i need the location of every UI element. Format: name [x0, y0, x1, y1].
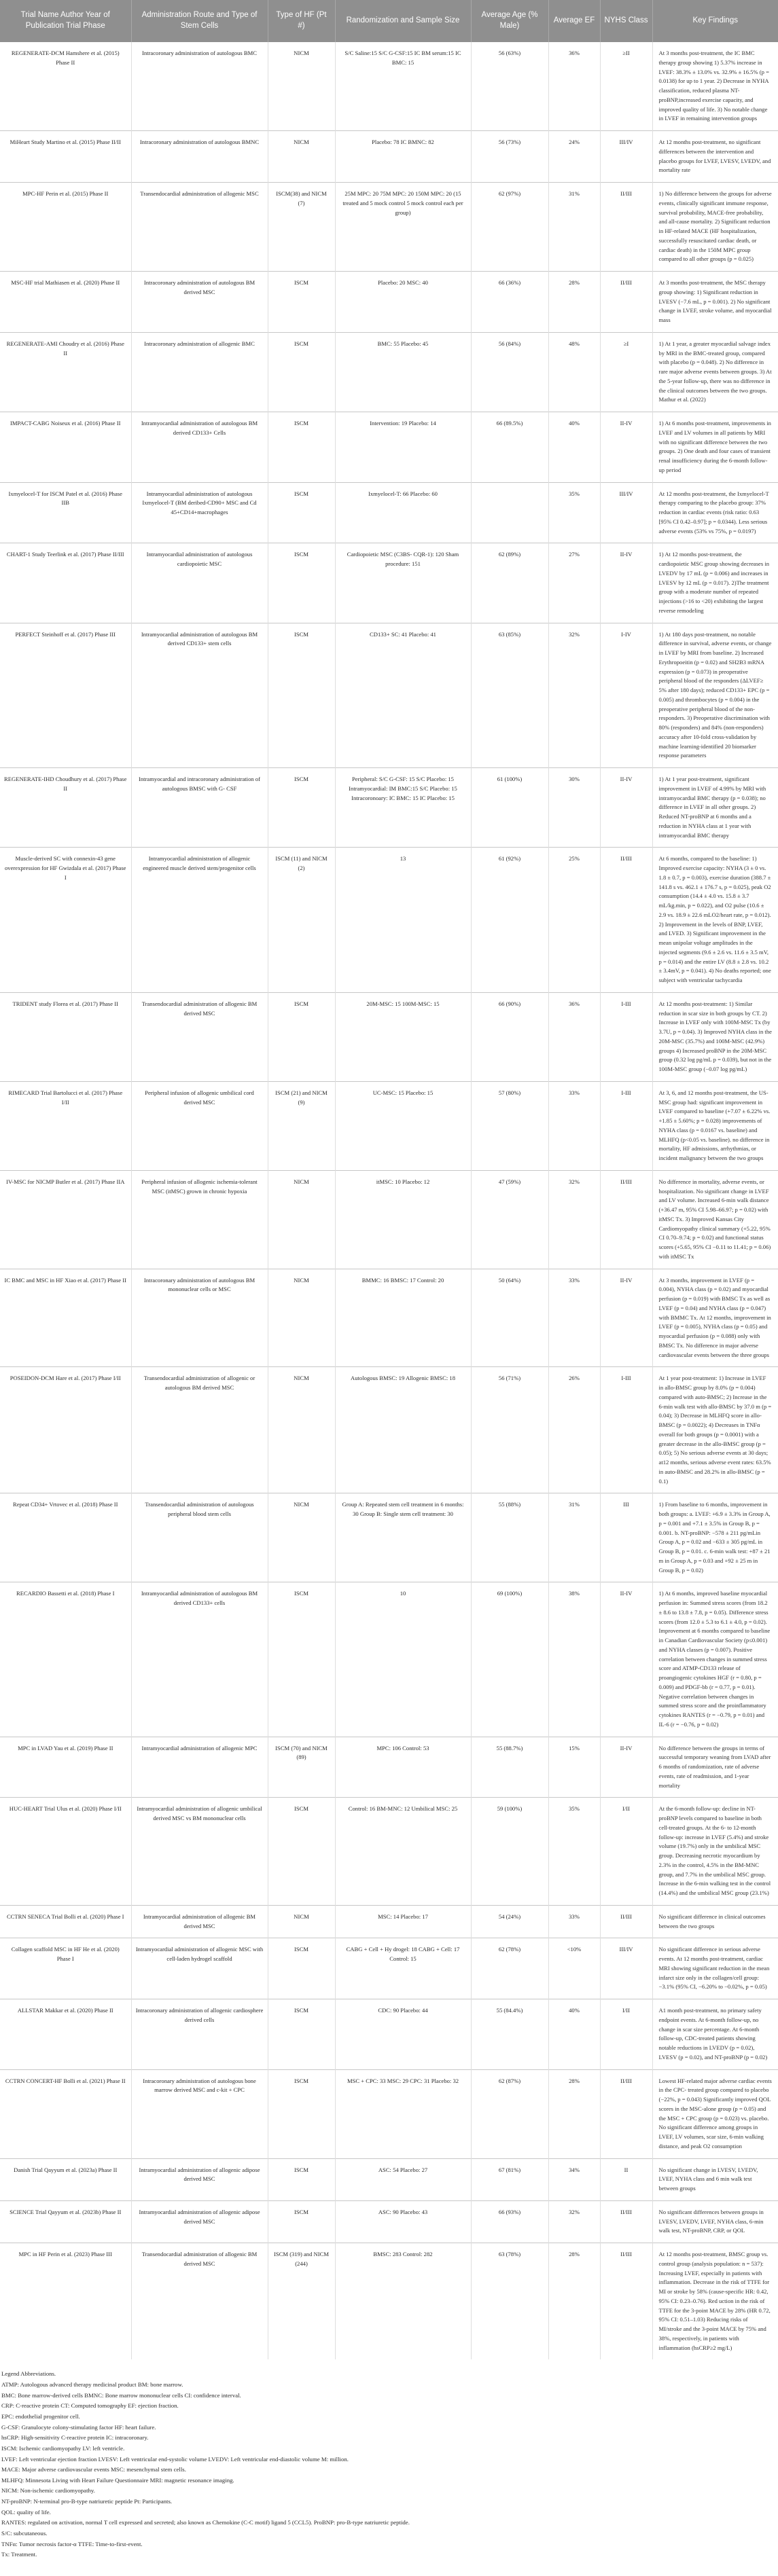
table-row [0, 1999, 778, 2070]
hf-type-cell: ISCM (319) and NICM (244) [268, 2243, 335, 2360]
key-findings-cell: At 1 year post-treatment: 1) Increase in LVEF in allo-BMSC group by 8.0% (p = 0.004) compared with auto-BMSC; 2) Increase in the 6-min walk test with allo-BMSC by 37.0 m (p = 0.04); 3) Decrease in MLHFQ score in allo-BMSC (p = 0.0022); 4) Decreases in TNFα overall for both groups (p = 0.0001) with a greater decrease in the allo-BMSC group (p = 0.05); 5) No serious adverse events at 30 days; at12 months, serious adverse event rates: 63.5% in auto-BMSC and 28.2% in allo-BMSC (p = 0.1) [652, 1367, 778, 1493]
nyha-class-cell: II-IV [600, 1582, 652, 1737]
administration-route-cell: Intramyocardial administration of autologous cardiopoietic MSC [131, 543, 268, 623]
key-findings-cell: At 6 months, compared to the baseline: 1) Improved exercise capacity: NYHA (3 ± 0 vs. 1.8 ± 0.7, p = 0.003), exercise duration (388.7 ± 141.8 s vs. 462.1 ± 176.7 s, p = 0.025), peak O2 consumption (14.4 ± 4.0 vs. 15.8 ± 3.7 mL/kg.min, p = 0.022), and O2 pulse (10.6 ± 2.9 vs. 18.9 ± 22.6 mLO2/heart rate, p = 0.012). 2) Improvement in the levels of BNP, LVEF, and LVED. 3) Significant improvement in the mean unipolar voltage amplitudes in the injected segments (9.6 ± 2.6 vs. 11.6 ± 3.5 mV, p = 0.014) and the entire LV (8.8 ± 2.8 vs. 10.2 ± 3.4mV, p = 0.041). 4) No deaths reported; one subject with ventricular tachycardia [652, 848, 778, 993]
average-ef-cell: 25% [548, 848, 600, 993]
key-findings-cell: 1) At 6 months, improved baseline myocardial perfusion in: Summed stress scores (from 18.2 ± 8.6 to 13.8 ± 7.8, p = 0.05). Difference stress scores (from 12.0 ± 5.3 to 6.1 ± 4.0, p = 0.02). Improvement at 6 months compared to baseline in Canadian Cardiovascular Society (p≤0.001) and NYHA classes (p = 0.007). Positive correlation between changes in summed stress score and ATMP-CD133 release of proangiogenic cytokines HGF (r = 0.80, p = 0.009) and PDGF-bb (r = 0.77, p = 0.01). Negative correlation between changes in summed stress score and the proinflammatory cytokines RANTES (r = −0.79, p = 0.01) and IL-6 (r = −0.76, p = 0.02) [652, 1582, 778, 1737]
hf-type-cell: ISCM [268, 1999, 335, 2070]
average-ef-cell: 24% [548, 131, 600, 183]
randomization-cell: BMMC: 16 BMSC: 17 Control: 20 [335, 1269, 471, 1367]
randomization-cell: CABG + Cell + Hy drogel: 18 CABG + Cell: 17 Control: 15 [335, 1938, 471, 1999]
administration-route-cell: Transendocardial administration of allogenic or autologous BM derived MSC [131, 1367, 268, 1493]
hf-type-cell: ISCM [268, 412, 335, 483]
legend-line: NT-proBNP: N-terminal pro-B-type natriuretic peptide Pt: Participants. [1, 2498, 173, 2505]
trial-name-cell: RECARDIO Bassetti et al. (2018) Phase I [0, 1582, 131, 1737]
randomization-cell: UC-MSC: 15 Placebo: 15 [335, 1081, 471, 1170]
randomization-cell: CD133+ SC: 41 Placebo: 41 [335, 623, 471, 768]
average-ef-cell: 32% [548, 2200, 600, 2243]
column-header-trial: Trial Name Author Year of Publication Trial Phase [0, 0, 131, 42]
legend-line: EPC: endothelial progenitor cell. [1, 2412, 80, 2420]
column-header-route: Administration Route and Type of Stem Cells [131, 0, 268, 42]
average-age-cell: 61 (92%) [471, 848, 548, 993]
average-ef-cell: 31% [548, 183, 600, 272]
hf-type-cell: ISCM [268, 1938, 335, 1999]
average-age-cell: 62 (87%) [471, 2069, 548, 2158]
legend-line: ATMP: Autologous advanced therapy medicinal product BM: bone marrow. [1, 2380, 183, 2388]
table-row [0, 1798, 778, 1906]
hf-type-cell: NICM [268, 1269, 335, 1367]
hf-type-cell: NICM [268, 1367, 335, 1493]
column-header-age: Average Age (% Male) [471, 0, 548, 42]
randomization-cell: 25M MPC: 20 75M MPC: 20 150M MPC: 20 (15 treated and 5 mock control 5 mock control each per group) [335, 183, 471, 272]
key-findings-cell: Lowest HF-related major adverse cardiac events in the CPC- treated group compared to placebo (−22%, p = 0.043) Significantly improved QOL scores in the MSC-alone group (p = 0.05) and the MSC + CPC group (p = 0.023) vs. placebo. No significant difference among groups in LVEF, LV volumes, scar size, 6-min walking distance, and peak O2 consumption [652, 2069, 778, 2158]
nyha-class-cell: II/III [600, 183, 652, 272]
average-ef-cell: 33% [548, 1081, 600, 1170]
administration-route-cell: Intracoronary administration of autologous bone marrow derived MSC and c-kit + CPC [131, 2069, 268, 2158]
average-ef-cell: 15% [548, 1737, 600, 1798]
table-row [0, 1081, 778, 1170]
nyha-class-cell: II/III [600, 848, 652, 993]
table-row [0, 2069, 778, 2158]
administration-route-cell: Transendocardial administration of allogenic BM derived MSC [131, 2243, 268, 2360]
average-age-cell: 62 (78%) [471, 1938, 548, 1999]
administration-route-cell: Intramyocardial administration of allogenic adipose derived MSC [131, 2158, 268, 2200]
legend-line: BMC: Bone marrow-derived cells BMNC: Bone marrow mononuclear cells CI: confidence interval. [1, 2391, 241, 2399]
randomization-cell: CDC: 90 Placebo: 44 [335, 1999, 471, 2070]
average-age-cell: 66 (90%) [471, 992, 548, 1081]
legend-title: Legend Abbreviations. [1, 2370, 56, 2378]
hf-type-cell: ISCM (70) and NICM (89) [268, 1737, 335, 1798]
randomization-cell: Group A: Repeated stem cell treatment in 6 months: 30 Group B: Single stem cell treatment: 30 [335, 1493, 471, 1582]
table-row [0, 1938, 778, 1999]
randomization-cell: Control: 16 BM-MNC: 12 Umbilical MSC: 25 [335, 1798, 471, 1906]
table-row [0, 2243, 778, 2360]
nyha-class-cell: II/III [600, 2243, 652, 2360]
hf-type-cell: ISCM [268, 2158, 335, 2200]
nyha-class-cell: II/III [600, 272, 652, 333]
key-findings-cell: 1) At 1 year, a greater myocardial salvage index by MRI in the BMC-treated group, compared with placebo (p = 0.048). 2) No difference in rare major adverse events between groups. 3) At the 5-year follow-up, there was no difference in the clinical outcomes between the two groups. Mathur et al. (2022) [652, 332, 778, 412]
average-ef-cell: 48% [548, 332, 600, 412]
nyha-class-cell: II/III [600, 1170, 652, 1269]
legend-line: hsCRP: High-sensitivity C-reactive protein IC: intracoronary. [1, 2434, 149, 2442]
hf-type-cell: ISCM [268, 482, 335, 543]
trial-name-cell: POSEIDON-DCM Hare et al. (2017) Phase I/II [0, 1367, 131, 1493]
trial-name-cell: REGENERATE-DCM Hamshere et al. (2015) Phase II [0, 42, 131, 131]
key-findings-cell: At 3 months post-treatment, the MSC therapy group showing: 1) Significant reduction in LVESV (−7.6 mL, p = 0.001). 2) No significant change in LVEF, stroke volume, and myocardial mass [652, 272, 778, 333]
nyha-class-cell: I/II [600, 1999, 652, 2070]
table-header [0, 0, 778, 42]
administration-route-cell: Intracoronary administration of allogenic cardiosphere derived cells [131, 1999, 268, 2070]
randomization-cell: BMSC: 283 Control: 282 [335, 2243, 471, 2360]
average-age-cell: 55 (88.7%) [471, 1737, 548, 1798]
trial-name-cell: MPC-HF Perin et al. (2015) Phase II [0, 183, 131, 272]
trial-name-cell: MSC-HF trial Mathiasen et al. (2020) Phase II [0, 272, 131, 333]
trial-name-cell: IV-MSC for NICMP Butler et al. (2017) Phase IIA [0, 1170, 131, 1269]
trial-name-cell: PERFECT Steinhoff et al. (2017) Phase III [0, 623, 131, 768]
hf-type-cell: ISCM (11) and NICM (2) [268, 848, 335, 993]
legend-lines [1, 2380, 777, 2560]
randomization-cell: Placebo: 78 IC BMNC: 82 [335, 131, 471, 183]
column-header-findings: Key Findings [652, 0, 778, 42]
average-age-cell: 59 (100%) [471, 1798, 548, 1906]
table-row [0, 1582, 778, 1737]
hf-type-cell: ISCM [268, 2200, 335, 2243]
table-row [0, 131, 778, 183]
column-header-nyha: NYHS Class [600, 0, 652, 42]
key-findings-cell: No difference in mortality, adverse events, or hospitalization. No significant change in LVEF and LV volume. Increased 6-min walk distance (+36.47 m, 95% CI 5.98–66.97; p = 0.02) with itMSC Tx. 3) Improved Kansas City Cardiomyopathy clinical summary (+5.22, 95% CI 0.70–9.74; p = 0.02) and functional status scores (+5.65, 95% CI −0.11 to 11.41; p = 0.06) with itMSC Tx [652, 1170, 778, 1269]
average-ef-cell: 35% [548, 482, 600, 543]
average-age-cell: 56 (63%) [471, 42, 548, 131]
key-findings-cell: A1 month post-treatment, no primary safety endpoint events. At 6-month follow-up, no change in scar size percentage. At 6-month follow-up, CDC-treated patients showing notable reductions in LVEDV (p = 0.02), LVESV (p = 0.02), and NT-proBNP (p = 0.02) [652, 1999, 778, 2070]
average-age-cell: 57 (80%) [471, 1081, 548, 1170]
table-row [0, 272, 778, 333]
table-row [0, 482, 778, 543]
trial-name-cell: Muscle-derived SC with connexin-43 gene overexpression for HF Gwizdala et al. (2017) Phase I [0, 848, 131, 993]
average-age-cell: 69 (100%) [471, 1582, 548, 1737]
average-ef-cell: 32% [548, 623, 600, 768]
key-findings-cell: No significant difference in clinical outcomes between the two groups [652, 1905, 778, 1938]
table-row [0, 332, 778, 412]
table-row [0, 848, 778, 993]
average-ef-cell: 40% [548, 1999, 600, 2070]
administration-route-cell: Intracoronary administration of autologous BMC [131, 42, 268, 131]
legend-line: Tx: Treatment. [1, 2551, 37, 2558]
average-ef-cell: 28% [548, 272, 600, 333]
trial-name-cell: REGENERATE-IHD Choudhury et al. (2017) Phase II [0, 768, 131, 848]
average-ef-cell: 28% [548, 2243, 600, 2360]
legend-line: TNFα: Tumor necrosis factor-α TTFE: Time-to-first-event. [1, 2540, 143, 2547]
administration-route-cell: Intracoronary administration of autologous BMNC [131, 131, 268, 183]
table-row [0, 412, 778, 483]
randomization-cell: 13 [335, 848, 471, 993]
administration-route-cell: Transendocardial administration of allogenic MSC [131, 183, 268, 272]
nyha-class-cell: ≥I [600, 332, 652, 412]
key-findings-cell: 1) At 6 months post-treatment, improvements in LVEF and LV volumes in all patients by MRI with no significant difference between the two groups. 2) One death and four cases of transient renal insufficiency during the 6-month follow-up period [652, 412, 778, 483]
nyha-class-cell: II-IV [600, 412, 652, 483]
average-age-cell: 67 (81%) [471, 2158, 548, 2200]
nyha-class-cell: II/III [600, 2069, 652, 2158]
nyha-class-cell: III/IV [600, 1938, 652, 1999]
average-age-cell: 50 (64%) [471, 1269, 548, 1367]
administration-route-cell: Peripheral infusion of allogenic umbilical cord derived MSC [131, 1081, 268, 1170]
average-age-cell: 63 (78%) [471, 2243, 548, 2360]
hf-type-cell: NICM [268, 1905, 335, 1938]
trial-name-cell: MiHeart Study Martino et al. (2015) Phase II/II [0, 131, 131, 183]
key-findings-cell: At 3 months post-treatment, the IC BMC therapy group showing 1) 5.37% increase in LVEF: 38.3% ± 13.0% vs. 32.9% ± 16.5% (p = 0.0138) for up to 1 year. 2) Decrease in NYHA classification, reduced plasma NT-proBNP,increased exercise capacity, and improved quality of life. 3) No notable change in LVEF in remaining intervention groups [658, 50, 769, 122]
average-age-cell: 55 (84.4%) [471, 1999, 548, 2070]
nyha-class-cell: I-III [600, 992, 652, 1081]
administration-route-cell: Intramyocardial administration of autologous BM derived CD133+ stem cells [131, 623, 268, 768]
key-findings-cell: At 3, 6, and 12 months post-treatment, the US-MSC group had: significant improvement in LVEF compared to baseline (+7.07 ± 6.22% vs. +1.85 ± 5.60%; p = 0.028) improvements of NYHA class (p = 0.0167 vs. baseline) and MLHFQ (p<0.05 vs. baseline). no difference in mortality, HF admissions, arrhythmias, or incident malignancy between the two groups [652, 1081, 778, 1170]
administration-route-cell: Peripheral infusion of allogenic ischemia-tolerant MSC (itMSC) grown in chronic hypoxia [131, 1170, 268, 1269]
average-ef-cell: 32% [548, 1170, 600, 1269]
legend-abbreviations [0, 2359, 778, 2567]
nyha-class-cell: I-III [600, 1367, 652, 1493]
average-ef-cell: <10% [548, 1938, 600, 1999]
key-findings-cell: No significant difference in serious adverse events. At 12 months post-treatment, cardiac MRI showing significant reduction in the mean infarct size only in the collagen/cell group: −3.1% (95% CI, −6.20% to −0.02%, p = 0.05) [652, 1938, 778, 1999]
average-ef-cell: 30% [548, 768, 600, 848]
average-ef-cell: 26% [548, 1367, 600, 1493]
key-findings-cell: 1) At 1 year post-treatment, significant improvement in LVEF of 4.99% by MRI with intramyocardial BMC therapy (p = 0.038); no difference in LVEF in all other groups. 2) Reduced NT-proBNP at 6 months and a reduction in NYHA class at 1 year with intramyocardial BMC therapy [652, 768, 778, 848]
table-row [0, 768, 778, 848]
randomization-cell: ASC: 90 Placebo: 43 [335, 2200, 471, 2243]
hf-type-cell: ISCM [268, 992, 335, 1081]
table-row [0, 1737, 778, 1798]
average-ef-cell: 33% [548, 1269, 600, 1367]
administration-route-cell: Transendocardial administration of allogenic BM derived MSC [131, 992, 268, 1081]
key-findings-cell: No significant differences between groups in LVESV, LVEDV, LVEF, NYHA class, 6-min walk test, NT-proBNP, CRP, or QOL [652, 2200, 778, 2243]
key-findings-cell: At 12 months post-treatment, no significant differences between the intervention and placebo groups for LVEF, LVESV, LVEDV, and mortality rate [652, 131, 778, 183]
average-ef-cell: 38% [548, 1582, 600, 1737]
key-findings-cell: 1) At 12 months post-treatment, the cardiopoietic MSC group showing decreases in LVEDV by 17 mL (p = 0.006) and increases in LVESV by 12 mL (p = 0.017). 2)The treatment group with a moderate number of repeated injections (>16 to <20) exhibiting the largest reverse remodeling [652, 543, 778, 623]
nyha-class-cell: II [600, 2158, 652, 2200]
hf-type-cell: ISCM(38) and NICM (7) [268, 183, 335, 272]
table-row [0, 1905, 778, 1938]
table-row [0, 1170, 778, 1269]
randomization-cell: S/C Saline:15 S/C G-CSF:15 IC BM serum:15 IC BMC: 15 [335, 42, 471, 131]
nyha-class-cell: II-IV [600, 543, 652, 623]
trial-name-cell: IMPACT-CABG Noiseux et al. (2016) Phase II [0, 412, 131, 483]
nyha-class-cell: II/III [600, 1905, 652, 1938]
nyha-class-cell: ≥II [600, 42, 652, 131]
legend-line: S/C: subcutaneous. [1, 2530, 48, 2537]
hf-type-cell: ISCM (21) and NICM (9) [268, 1081, 335, 1170]
randomization-cell: 20M-MSC: 15 100M-MSC: 15 [335, 992, 471, 1081]
administration-route-cell: Intramyocardial administration of allogenic MSC with cell-laden hydrogel scaffold [131, 1938, 268, 1999]
randomization-cell: BMC: 55 Placebo: 45 [335, 332, 471, 412]
nyha-class-cell: III/IV [600, 482, 652, 543]
average-age-cell: 66 (36%) [471, 272, 548, 333]
average-age-cell: 62 (97%) [471, 183, 548, 272]
hf-type-cell: ISCM [268, 543, 335, 623]
average-ef-cell: 36% [548, 42, 600, 131]
randomization-cell: 10 [335, 1582, 471, 1737]
hf-type-cell: NICM [268, 131, 335, 183]
nyha-class-cell: III [600, 1493, 652, 1582]
legend-line: RANTES: regulated on activation, normal T cell expressed and secreted; also known as Chemokine (C-C motif) ligand 5 (CCL5). ProBNP: pro-B-type natriuretic peptide. [1, 2519, 410, 2526]
key-findings-cell: At 12 months post-treatment: 1) Similar reduction in scar size in both groups by CT. 2) Increase in LVEF only with 100M-MSC Tx (by 3.7U, p = 0.04). 3) Improved NYHA class in the 20M-MSC (35.7%) and 100M-MSC (42.9%) groups 4) Increased proBNP in the 20M-MSC group (0.32 log pg/mL p = 0.039), but not in the 100M-MSC group (−0.07 log pg/mL) [652, 992, 778, 1081]
average-ef-cell: 40% [548, 412, 600, 483]
key-findings-cell: No difference between the groups in terms of successful temporary weaning from LVAD after 6 months of randomization, rate of adverse events, rate of readmission, and 1-year mortality [652, 1737, 778, 1798]
administration-route-cell: Intramyocardial administration of allogenic adipose derived MSC [131, 2200, 268, 2243]
randomization-cell: MSC + CPC: 33 MSC: 29 CPC: 31 Placebo: 32 [335, 2069, 471, 2158]
nyha-class-cell: II/III [600, 2200, 652, 2243]
table-row [0, 2158, 778, 2200]
trial-name-cell: SCIENCE Trial Qayyum et al. (2023b) Phase II [0, 2200, 131, 2243]
legend-line: QOL: quality of life. [1, 2508, 51, 2516]
average-age-cell: 63 (85%) [471, 623, 548, 768]
trial-name-cell: Collagen scaffold MSC in HF He et al. (2020) Phase I [0, 1938, 131, 1999]
table-row [0, 1269, 778, 1367]
randomization-cell: ASC: 54 Placebo: 27 [335, 2158, 471, 2200]
average-ef-cell: 31% [548, 1493, 600, 1582]
legend-line: CRP: C-reactive protein CT: Computed tomography EF: ejection fraction. [1, 2402, 179, 2410]
trial-name-cell: RIMECARD Trial Bartolucci et al. (2017) Phase I/II [0, 1081, 131, 1170]
trial-name-cell: Repeat CD34+ Vrtovec et al. (2018) Phase II [0, 1493, 131, 1582]
average-age-cell: 66 (93%) [471, 2200, 548, 2243]
key-findings-cell: At 12 months post-treatment, BMSC group vs. control group (analysis population: n = 537): Increasing LVEF, especially in patients with inflammation. Decrease in the risk of TTFE for MI or stroke by 58% (cause-specific HR: 0.42, 95% CI: 0.23–0.76). Red uction in the risk of TTFE for the 3-point MACE by 28% (HR 0.72, 95% CI: 0.51–1.03) Reducing risks of MI/stroke and the 3-point MACE by 75% and 38%, respectively, in patients with inflammation (hsCRP≥2 mg/L) [652, 2243, 778, 2360]
trial-name-cell: MPC in LVAD Yau et al. (2019) Phase II [0, 1737, 131, 1798]
key-findings-cell: At 3 months, improvement in LVEF (p = 0.004), NYHA class (p = 0.02) and myocardial perfusion (p = 0.019) with BMSC Tx as well as LVEF (p = 0.04) and NYHA class (p = 0.047) with BMMC Tx. At 12 months, improvement in LVEF (p = 0.005), NYHA class (p = 0.05) and myocardial perfusion (p = 0.088) only with BMSC Tx. No difference in major adverse cardiovascular events between the three groups [652, 1269, 778, 1367]
trial-name-cell: MPC in HF Perin et al. (2023) Phase III [0, 2243, 131, 2360]
hf-type-cell: ISCM [268, 332, 335, 412]
hf-type-cell: ISCM [268, 623, 335, 768]
nyha-class-cell: II-IV [600, 768, 652, 848]
average-age-cell [471, 482, 548, 543]
administration-route-cell: Intracoronary administration of autologous BM mononuclear cells or MSC [131, 1269, 268, 1367]
trial-name-cell: TRIDENT study Florea et al. (2017) Phase II [0, 992, 131, 1081]
randomization-cell: MSC: 14 Placebo: 17 [335, 1905, 471, 1938]
average-age-cell: 54 (24%) [471, 1905, 548, 1938]
hf-type-cell: ISCM [268, 1582, 335, 1737]
trial-name-cell: Ixmyelocel-T for ISCM Patel et al. (2016) Phase IIB [0, 482, 131, 543]
average-age-cell: 56 (84%) [471, 332, 548, 412]
hf-type-cell: ISCM [268, 2069, 335, 2158]
legend-line: NICM: Non-ischemic cardiomyopathy. [1, 2487, 95, 2495]
nyha-class-cell: I/II [600, 1798, 652, 1906]
administration-route-cell: Intramyocardial administration of allogenic MPC [131, 1737, 268, 1798]
key-findings-cell: At 12 months post-treatment, the Ixmyelocel-T therapy comparing to the placebo group: 37% reduction in cardiac events (risk ratio: 0.63 [95% CI 0.42–0.97]; p = 0.0344). Less serious adverse events (53% vs 75%, p = 0.0197) [652, 482, 778, 543]
table-row [0, 1367, 778, 1493]
administration-route-cell: Intramyocardial administration of allogenic umbilical derived MSC vs BM mononuclear cells [131, 1798, 268, 1906]
administration-route-cell: Intramyocardial administration of autologous BM derived CD133+ Cells [131, 412, 268, 483]
key-findings-cell: No significant change in LVESV, LVEDV, LVEF, NYHA class and 6 min walk test between groups [652, 2158, 778, 2200]
trial-name-cell: Danish Trial Qayyum et al. (2023a) Phase II [0, 2158, 131, 2200]
nyha-class-cell: I-IV [600, 623, 652, 768]
administration-route-cell: Intramyocardial administration of autologous Ixmyelocel-T (BM deribed-CD90+ MSC and Cd 45+CD14+macrophages [131, 482, 268, 543]
administration-route-cell: Intracoronary administration of allogenic BMC [131, 332, 268, 412]
average-age-cell: 56 (71%) [471, 1367, 548, 1493]
administration-route-cell: Transendocardial administration of autologous peripheral blood stem cells [131, 1493, 268, 1582]
trial-name-cell: CCTRN CONCERT-HF Bolli et al. (2021) Phase II [0, 2069, 131, 2158]
average-age-cell: 55 (88%) [471, 1493, 548, 1582]
legend-line: MLHFQ: Minnesota Living with Heart Failure Questionnaire MRI: magnetic resonance imaging. [1, 2476, 234, 2484]
average-ef-cell: 36% [548, 992, 600, 1081]
trial-name-cell: IC BMC and MSC in HF Xiao et al. (2017) Phase II [0, 1269, 131, 1367]
randomization-cell: Peripheral: S/C G-CSF: 15 S/C Placebo: 15 Intramyocardial: IM BMC:15 S/C Placebo: 15 Intracoronoary: IC BMC: 15 IC Placebo: 15 [335, 768, 471, 848]
legend-line: MACE: Major adverse cardiovascular events MSC: mesenchymal stem cells. [1, 2466, 186, 2473]
administration-route-cell: Intracoronary administration of autologous BM derived MSC [131, 272, 268, 333]
trial-name-cell: REGENERATE-AMI Choudry et al. (2016) Phase II [0, 332, 131, 412]
column-header-hf-type: Type of HF (Pt #) [268, 0, 335, 42]
hf-type-cell: NICM [268, 1493, 335, 1582]
trial-name-cell: HUC-HEART Trial Ulus et al. (2020) Phase I/II [0, 1798, 131, 1906]
nyha-class-cell: II-IV [600, 1737, 652, 1798]
randomization-cell: MPC: 106 Control: 53 [335, 1737, 471, 1798]
randomization-cell: Intervention: 19 Placebo: 14 [335, 412, 471, 483]
table-body [0, 42, 778, 2359]
randomization-cell: Autologous BMSC: 19 Allogenic BMSC: 18 [335, 1367, 471, 1493]
trial-name-cell: CHART-1 Study Teerlink et al. (2017) Phase II/III [0, 543, 131, 623]
hf-type-cell: NICM [268, 42, 335, 131]
average-age-cell: 61 (100%) [471, 768, 548, 848]
randomization-cell: Placebo: 20 MSC: 40 [335, 272, 471, 333]
nyha-class-cell: II-IV [600, 1269, 652, 1367]
table-row [0, 623, 778, 768]
key-findings-cell: 1) At 180 days post-treatment, no notable difference in survival, adverse events, or change in LVEF by MRI from baseline. 2) Increased Erythropoeitin (p = 0.02) and SH2B3 mRNA expression (p = 0.073) in preoperative peripheral blood of the responders (ΔLVEF≥ 5% after 180 days); reduced CD133+ EPC (p = 0.005) and thrombocytes (p = 0.004) in the preoperative peripheral blood of the non-responders. 3) Preoperative discrimination with 80% (responders) and 84% (non-responders) accuracy after 10-fold cross-validation by machine learning-identified 20 biomarker response parameters [652, 623, 778, 768]
average-ef-cell: 35% [548, 1798, 600, 1906]
nyha-class-cell: I-III [600, 1081, 652, 1170]
table-row [0, 2200, 778, 2243]
administration-route-cell: Intramyocardial administration of allogenic engineered muscle derived stem/progenitor cells [131, 848, 268, 993]
table-row [0, 543, 778, 623]
administration-route-cell: Intramyocardial administration of autologous BM derived CD133+ cells [131, 1582, 268, 1737]
hf-type-cell: ISCM [268, 1798, 335, 1906]
average-age-cell: 66 (89.5%) [471, 412, 548, 483]
hf-type-cell: NICM [268, 1170, 335, 1269]
randomization-cell: itMSC: 10 Placebo: 12 [335, 1170, 471, 1269]
column-header-ef: Average EF [548, 0, 600, 42]
hf-type-cell: ISCM [268, 272, 335, 333]
table-row [0, 1493, 778, 1582]
hf-type-cell: ISCM [268, 768, 335, 848]
table-row [0, 992, 778, 1081]
average-ef-cell: 34% [548, 2158, 600, 2200]
average-ef-cell: 33% [548, 1905, 600, 1938]
administration-route-cell: Intramyocardial and intracoronary administration of autologous BMSC with G- CSF [131, 768, 268, 848]
table-row [0, 183, 778, 272]
column-header-randomization: Randomization and Sample Size [335, 0, 471, 42]
randomization-cell: Ixmyelocel-T: 66 Placebo: 60 [335, 482, 471, 543]
legend-line: G-CSF: Granulocyte colony-stimulating factor HF: heart failure. [1, 2423, 156, 2431]
legend-line: LVEF: Left ventricular ejection fraction LVESV: Left ventricular end-systolic volume LVEDV: Left ventricular end-diastolic volume M: million. [1, 2455, 349, 2463]
average-ef-cell: 28% [548, 2069, 600, 2158]
table-row [0, 42, 778, 131]
trial-name-cell: CCTRN SENECA Trial Bolli et al. (2020) Phase I [0, 1905, 131, 1938]
key-findings-cell: 1) No difference between the groups for adverse events, clinically significant immune response, survival probability, MACE-free probability, and all-cause mortality. 2) Significant reduction in HF-related MACE (HF hospitalization, successfully resuscitated cardiac death, or cardiac death) in the 150M MPC group compared to all other groups (p = 0.025) [652, 183, 778, 272]
average-age-cell: 56 (73%) [471, 131, 548, 183]
average-ef-cell: 27% [548, 543, 600, 623]
administration-route-cell: Intramyocardial administration of allogenic BM derived MSC [131, 1905, 268, 1938]
average-age-cell: 47 (59%) [471, 1170, 548, 1269]
randomization-cell: Cardiopoietic MSC (C3BS- CQR-1): 120 Sham procedure: 151 [335, 543, 471, 623]
average-age-cell: 62 (89%) [471, 543, 548, 623]
legend-line: ISCM: Ischemic cardiomyopathy LV: left ventricle. [1, 2444, 125, 2452]
key-findings-cell: 1) From baseline to 6 months, improvement in both groups: a. LVEF: +6.9 ± 3.3% in Group A, p = 0.001 and +7.1 ± 3.5% in Group B, p = 0.001. b. NT-proBNP: −578 ± 211 pg/mLin Group A, p = 0.02 and −633 ± 305 pg/mL in Group B, p = 0.01. c. 6-min walk test: +87 ± 21 m in Group A, p = 0.03 and +92 ± 25 m in Group B, p = 0.02) [652, 1493, 778, 1582]
trial-name-cell: ALLSTAR Makkar et al. (2020) Phase II [0, 1999, 131, 2070]
nyha-class-cell: III/IV [600, 131, 652, 183]
key-findings-cell: At the 6-month follow-up: decline in NT-proBNP levels compared to baseline in both cell-treated groups. At the 6- to 12-month follow-up: increase in LVEF (5.4%) and stroke volume (19.7%) only in the umbilical MSC group. Decreasing necrotic myocardium by 2.3% in the control, 4.5% in the BM-MNC group, and 7.7% in the umbilical MSC group. Increase in the 6-min walking test in the control (14.4%) and the umbilical MSC group (23.1%) [652, 1798, 778, 1906]
